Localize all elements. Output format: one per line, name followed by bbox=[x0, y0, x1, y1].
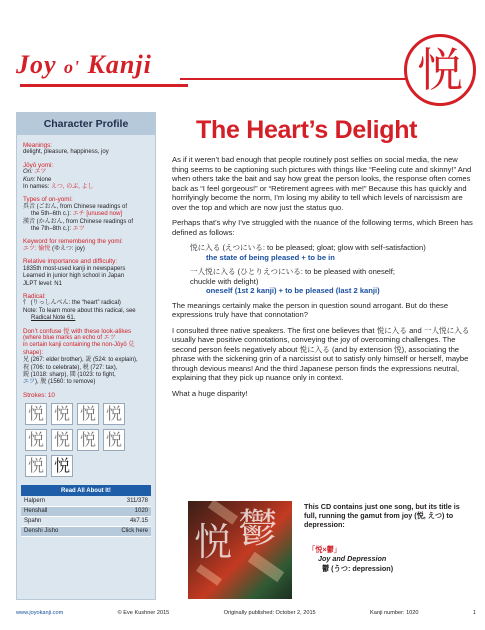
strokes-title: Strokes: 10 bbox=[23, 391, 55, 399]
on-label: On: bbox=[23, 169, 35, 176]
radical-note-link[interactable]: Radical Note 61. bbox=[31, 315, 76, 322]
stroke-step: 悦 bbox=[25, 455, 47, 477]
example-2 bbox=[172, 267, 474, 296]
row-value: 311/378 bbox=[93, 496, 151, 506]
stroke-step: 悦 bbox=[25, 403, 47, 425]
keyword-reading: エツ: bbox=[23, 245, 39, 252]
row-name: Denshi Jisho bbox=[21, 526, 93, 536]
confuse-title-2: (where blue marks an echo of エツ bbox=[23, 334, 116, 341]
logo-kanji: Kanji bbox=[87, 50, 152, 79]
cd-art-shard bbox=[196, 564, 222, 585]
confuse-line-1: 兄 (267: elder brother), 説 (524: to explain), bbox=[23, 357, 138, 364]
logo-text bbox=[16, 50, 152, 80]
meanings-title: Meanings: bbox=[23, 142, 53, 149]
cd-title-block bbox=[308, 545, 474, 573]
stroke-step: 悦 bbox=[77, 429, 99, 451]
joyo-title: Jōyō yomi: bbox=[23, 161, 54, 169]
example-2-line2: chuckle with delight) bbox=[190, 276, 259, 286]
keyword-word: 愉悦 bbox=[38, 245, 51, 252]
go-on-label: the 5th–6th c.): bbox=[31, 211, 73, 218]
go-on-line1: 呉音 (ごおん, from Chinese readings of bbox=[23, 203, 128, 210]
cd-title-english: Joy and Depression bbox=[318, 554, 387, 564]
kun-value: None bbox=[37, 176, 52, 183]
paragraph-2: Perhaps that’s why I’ve struggled with the nuance of the following terms, which Breen has defined as follows: bbox=[172, 218, 473, 237]
footer-copyright: © Eve Kushner 2015 bbox=[117, 610, 170, 616]
types-title: Types of on-yomi: bbox=[23, 196, 73, 204]
example-2-gloss: oneself (1st 2 kanji) + to be pleased (last 2 kanji) bbox=[206, 286, 380, 295]
paragraph-1: As if it weren’t bad enough that people routinely post selfies on social media, the new thing seems to be captioning such pictures with things like “Feeling cute and skinny!” And when others take the bait and say how great the person looks, the response often comes back as “I feel gorgeous!” or “Retirement agrees with me!” Because this has quickly and horrifyingly become the norm, I’m losing my ability to tell which levels of narcissism are over the top and which are now just the status quo. bbox=[172, 155, 472, 212]
read-table-heading: Read All About It! bbox=[21, 485, 151, 496]
cd-reading-note: 鬱 (うつ: depression) bbox=[322, 563, 394, 573]
kanji-badge bbox=[404, 34, 476, 106]
logo bbox=[16, 46, 166, 86]
radical-2: Note: To learn more about this radical, see bbox=[23, 307, 136, 314]
table-row bbox=[21, 516, 151, 526]
stroke-step: 悦 bbox=[51, 403, 73, 425]
names-label: In names: bbox=[23, 184, 52, 191]
stroke-step: 悦 bbox=[25, 429, 47, 451]
confuse-echo: エツ bbox=[23, 379, 36, 386]
stroke-step: 悦 bbox=[51, 429, 73, 451]
paragraph-4: I consulted three native speakers. The first one believes that 悦に入る and 一人悦に入る usually have positive connotations, conveying the joy of overcoming challenges. The second person feels negatively about 悦に入る (and by extension 悦), associating the phrase with the sickening grin of a narcissist out to satisfy only himself or herself, maybe through devious means! And the third Japanese person finds the expressions neutral, explaining that they pick up nuance only in context. bbox=[172, 325, 470, 382]
go-on-line2 bbox=[23, 211, 149, 218]
stroke-step: 悦 bbox=[103, 429, 125, 451]
logo-joy: Joy bbox=[16, 50, 57, 79]
confuse-line-4 bbox=[23, 379, 149, 386]
row-value: 4k7.15 bbox=[93, 516, 151, 526]
cd-art-kanji-joy: 悦 bbox=[194, 520, 233, 564]
importance-1: 1835th most-used kanji in newspapers bbox=[23, 265, 126, 272]
kun-reading bbox=[23, 177, 149, 184]
article-body bbox=[172, 155, 474, 404]
confuse-rest: ), 脱 (1560: to remove) bbox=[35, 379, 96, 386]
example-1 bbox=[172, 243, 474, 262]
meanings-text: delight, pleasure, happiness, joy bbox=[23, 149, 109, 156]
stroke-step-final: 悦 bbox=[51, 455, 73, 477]
confuse-line-2: 祝 (706: to celebrate), 税 (727: tax), bbox=[23, 364, 118, 371]
names-value: えつ, のぶ, よし bbox=[51, 184, 94, 191]
importance-2: Learned in junior high school in Japan bbox=[23, 273, 125, 280]
meanings-section bbox=[17, 135, 155, 399]
radical-1: 忄 (りっしんべん: the “heart” radical) bbox=[23, 300, 121, 307]
stroke-step: 悦 bbox=[103, 403, 125, 425]
cd-title: 「悦×鬱」 bbox=[308, 545, 341, 554]
confuse-title-3: in certain kanji containing the non-Jōyō 兑 bbox=[23, 342, 135, 349]
footer-page-number: 1 bbox=[472, 610, 476, 616]
paragraph-3: The meanings certainly make the person in question sound arrogant. But do these expressions truly have that connotation? bbox=[172, 300, 449, 319]
importance-3: JLPT level: N1 bbox=[23, 280, 62, 287]
on-value: エツ bbox=[34, 169, 47, 176]
table-row bbox=[21, 496, 151, 506]
row-name: Spahn bbox=[21, 516, 93, 526]
kan-on-label: the 7th–8th c.): bbox=[31, 226, 73, 233]
header-rule bbox=[180, 78, 408, 80]
keyword-title: Keyword for remembering the yomi: bbox=[23, 238, 123, 246]
character-profile-sidebar bbox=[16, 112, 156, 600]
footer-published: Originally published: October 2, 2015 bbox=[223, 610, 316, 616]
cd-description: This CD contains just one song, but its title is full, running the gamut from joy (悦, えつ) to depression: bbox=[304, 502, 460, 530]
denshi-jisho-link[interactable]: Click here bbox=[93, 526, 151, 536]
example-1-gloss: the state of being pleased + to be in bbox=[206, 252, 335, 262]
paragraph-5: What a huge disparity! bbox=[172, 388, 248, 398]
importance-title: Relative importance and difficulty: bbox=[23, 258, 118, 266]
kan-on-value: エツ bbox=[72, 226, 85, 233]
confuse-title-4: shape): bbox=[23, 349, 44, 356]
kan-on-line1: 漢音 (かんおん, from Chinese readings of bbox=[23, 218, 134, 225]
confuse-title-1: Don’t confuse 悦 with these look-alikes bbox=[23, 327, 132, 335]
footer-kanji-number: Kanji number: 1020 bbox=[370, 610, 419, 616]
row-name: Halpern bbox=[21, 496, 93, 506]
table-row bbox=[21, 506, 151, 516]
stroke-step: 悦 bbox=[77, 403, 99, 425]
radical-title: Radical: bbox=[23, 292, 46, 300]
keyword-gloss: (ゆえつ: joy) bbox=[50, 245, 85, 252]
kan-on-line2 bbox=[23, 226, 149, 233]
cd-art-shard bbox=[248, 552, 284, 582]
row-name: Henshall bbox=[21, 506, 93, 516]
footer bbox=[16, 610, 476, 616]
confuse-line-3: 鋭 (1018: sharp), 閲 (1023: to fight, bbox=[23, 371, 116, 378]
on-reading bbox=[23, 169, 149, 176]
example-2-line1: 一人悦に入る (ひとりえつにいる: to be pleased with oneself; bbox=[190, 267, 395, 276]
kanji-badge-character: 悦 bbox=[417, 43, 463, 97]
read-all-about-it-table bbox=[21, 485, 151, 537]
go-on-value: エチ [unused now] bbox=[72, 211, 123, 218]
sidebar-heading: Character Profile bbox=[17, 113, 155, 135]
page-title: The Heart’s Delight bbox=[196, 116, 418, 144]
names-reading bbox=[23, 184, 149, 191]
logo-underline bbox=[20, 84, 188, 87]
keyword-text bbox=[23, 246, 149, 253]
row-value: 1020 bbox=[93, 506, 151, 516]
cd-art-kanji-depression: 鬱 bbox=[238, 506, 278, 552]
logo-o: o' bbox=[64, 57, 81, 77]
example-1-line: 悦に入る (えつにいる: to be pleased; gloat; glow with self-satisfaction) bbox=[190, 243, 426, 252]
table-row[interactable] bbox=[21, 526, 151, 536]
kun-label: Kun: bbox=[23, 176, 38, 183]
stroke-order-grid bbox=[17, 399, 155, 477]
cd-cover-image bbox=[188, 501, 292, 599]
footer-url[interactable]: www.joyokanji.com bbox=[16, 610, 64, 616]
